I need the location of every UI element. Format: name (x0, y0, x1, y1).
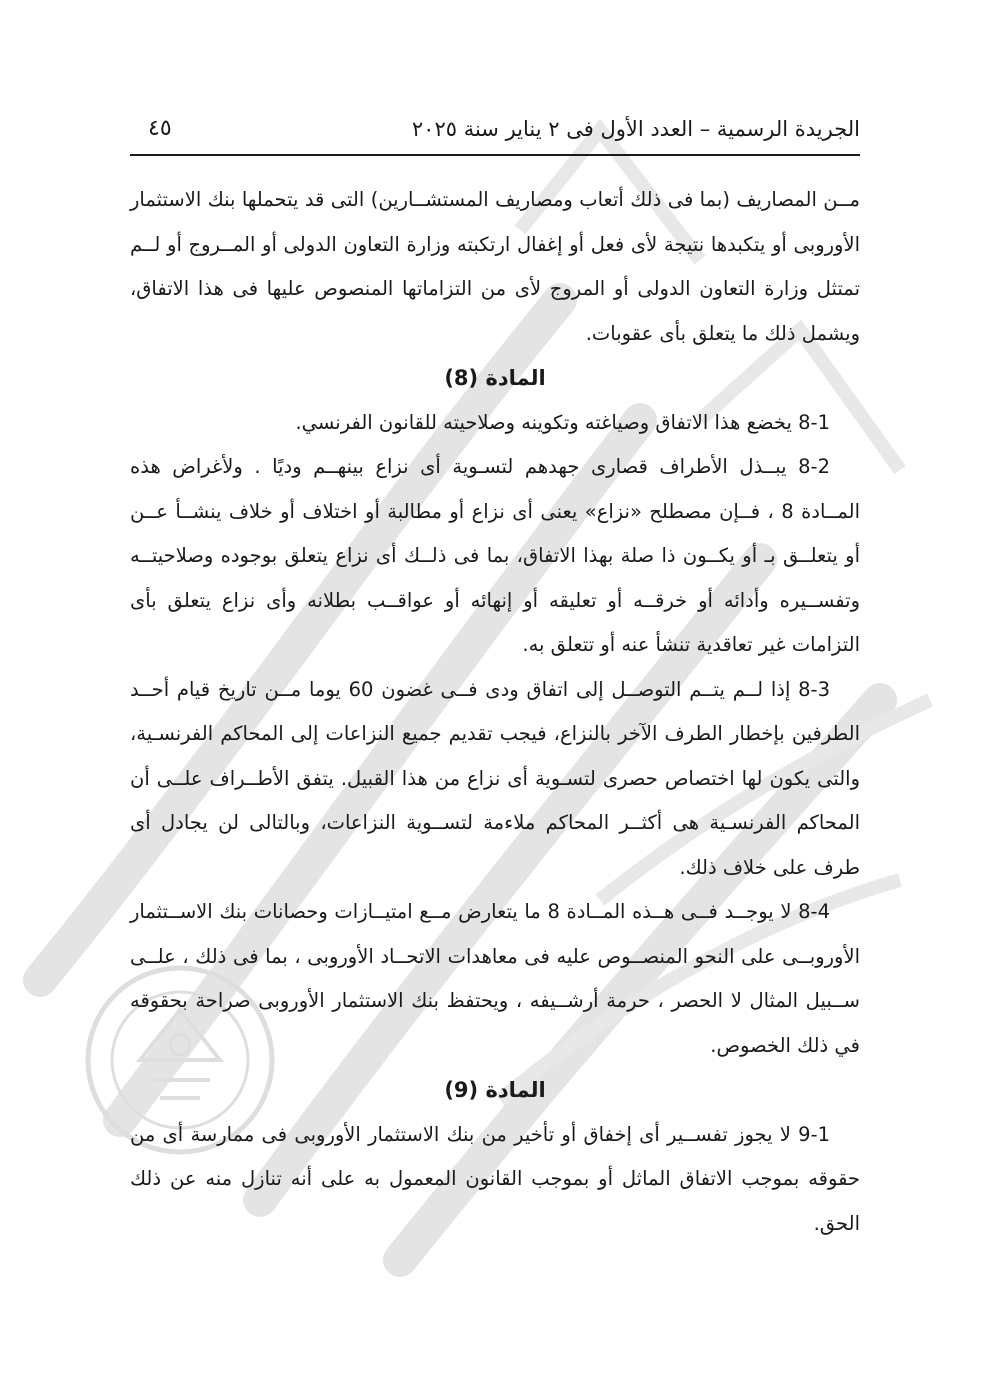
article-9-heading: المادة (9) (444, 1078, 546, 1102)
document-body (130, 178, 860, 1246)
paragraph-8-1: 8-1 يخضع هذا الاتفاق وصياغته وتكوينه وصلاحيته للقانون الفرنسي. (295, 410, 830, 434)
paragraph-8-2: 8-2 يبــذل الأطراف قصارى جهدهم لتسـوية أى نزاع بينهــم وديًا . ولأغراض هذه المــادة 8 ، فــإن مصطلح «نزاع» يعنى أى نزاع أو مطالبة أو اختلاف أو خلاف ينشــأ عــن أو يتعلــق بـ أو يكــون ذا صلة بهذا الاتفاق، بما فى ذلــك أى نزاع يتعلق بوجوده وصلاحيتــه وتفســيره وأدائه أو خرقــه أو تعليقه أو إنهائه أو عواقــب بطلانه وأى نزاع يتعلق بأى التزامات غير تعاقدية تنشأ عنه أو تتعلق به. (130, 455, 860, 656)
paragraph-9-1: 9-1 لا يجوز تفســير أى إخفاق أو تأخير من بنك الاستثمار الأوروبى فى ممارسة أى من حقوقه بموجب الاتفاق الماثل أو بموجب القانون المعمول به على أنه تنازل منه عن ذلك الحق. (130, 1122, 860, 1235)
page-number: ٤٥ (148, 116, 172, 141)
page-header (130, 108, 860, 156)
paragraph-8-4: 8-4 لا يوجــد فــى هــذه المــادة 8 ما يتعارض مــع امتيــازات وحصانات بنك الاســتثمار الأوروبــى على النحو المنصــوص عليه فى معاهدات الاتحــاد الأوروبى ، بما فى ذلك ، علــى ســبيل المثال لا الحصر ، حرمة أرشــيفه ، ويحتفظ بنك الاستثمار الأوروبى صراحة بحقوقه في ذلك الخصوص. (130, 900, 860, 1057)
header-title: الجريدة الرسمية – العدد الأول فى ٢ يناير سنة ٢٠٢٥ (411, 117, 860, 141)
paragraph-8-3: 8-3 إذا لــم يتــم التوصــل إلى اتفاق ودى فــى غضون 60 يوما مــن تاريخ قيام أحــد الطرفين بإخطار الطرف الآخر بالنزاع، فيجب تقديم جميع النزاعات إلى المحاكم الفرنسـية، والتى يكون لها اختصاص حصرى لتسـوية أى نزاع من هذا القبيل. يتفق الأطــراف علــى أن المحاكم الفرنسـية هى أكثــر المحاكم ملاءمة لتســوية النزاعات، وبالتالى لن يجادل أى طرف على خلاف ذلك. (130, 677, 860, 879)
paragraph-intro: مــن المصاريف (بما فى ذلك أتعاب ومصاريف المستشــارين) التى قد يتحملها بنك الاستثمار الأوروبى أو يتكبدها نتيجة لأى فعل أو إغفال ارتكبته وزارة التعاون الدولى أو المــروج أو لــم تمتثل وزارة التعاون الدولى أو المروج لأى من التزاماتها المنصوص عليها فى هذا الاتفاق، ويشمل ذلك ما يتعلق بأى عقوبات. (130, 188, 860, 345)
article-8-heading: المادة (8) (444, 366, 546, 390)
